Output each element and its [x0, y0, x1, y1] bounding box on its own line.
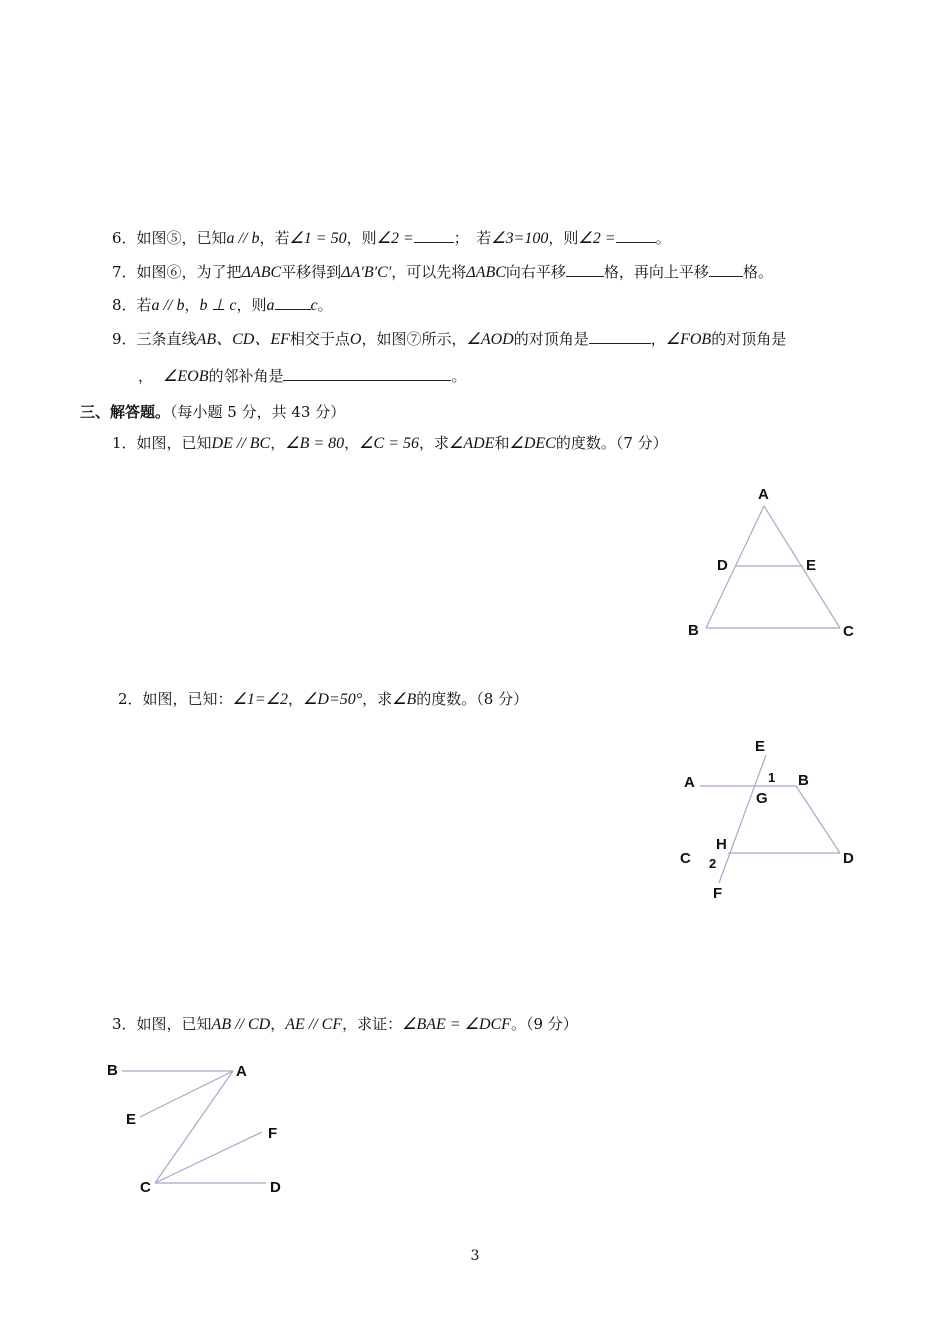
label-g: G	[756, 790, 768, 807]
label-b: B	[107, 1062, 118, 1079]
q7-text: ，可以先将	[391, 263, 467, 281]
q9-text: 相交于点	[289, 330, 350, 348]
q8-text: ，	[184, 296, 200, 314]
label-a: A	[684, 774, 695, 791]
p1-condition3: ∠C = 56	[359, 435, 419, 452]
q7-triangle-prime: ΔA′B′C′	[341, 264, 392, 281]
q9-text: ，	[650, 330, 666, 348]
label-h: H	[716, 836, 727, 853]
label-e: E	[755, 738, 766, 755]
label-e: E	[126, 1111, 137, 1128]
q6-text: ，若	[259, 229, 290, 247]
q6-angle2b: ∠2 =	[578, 230, 616, 247]
section-points: （每小题 5 分，共 43 分）	[170, 403, 346, 421]
q7-text: 平移得到	[281, 263, 342, 281]
p3-condition2: AE // CF	[285, 1016, 343, 1033]
page-number: 3	[470, 1248, 480, 1264]
q7-number: 7．如图⑥，为了把	[112, 263, 242, 281]
label-b: B	[688, 622, 699, 639]
label-e: E	[806, 557, 817, 574]
p3-condition1: AB // CD	[211, 1016, 271, 1033]
label-c: C	[843, 623, 854, 640]
p1-text: ，求	[418, 434, 449, 452]
segment-cf	[155, 1132, 262, 1183]
q7-text: 格。	[742, 263, 773, 281]
p2-condition2: ∠D=50°	[303, 691, 363, 708]
q8-line-a: a	[266, 297, 275, 314]
label-f: F	[713, 885, 723, 902]
q6-angle2: ∠2 =	[376, 230, 414, 247]
p1-number: 1．如图，已知	[112, 434, 212, 452]
label-a: A	[236, 1063, 247, 1080]
q9-point-o: O	[349, 331, 362, 348]
label-c: C	[140, 1179, 151, 1196]
p1-text: ，	[270, 434, 286, 452]
q6-end: 。	[655, 229, 671, 247]
label-a: A	[758, 486, 769, 503]
label-b: B	[798, 772, 809, 789]
p3-text: ，求证：	[342, 1015, 403, 1033]
label-angle-2: 2	[709, 856, 717, 871]
q9-lines: AB、CD、EF	[196, 331, 290, 348]
label-d: D	[717, 557, 728, 574]
p1-angle-ade: ∠ADE	[449, 435, 495, 452]
p3-text: 。（9 分）	[510, 1015, 578, 1033]
p1-angle-dec: ∠DEC	[509, 435, 556, 452]
q6-angle1: ∠1 = 50	[289, 230, 347, 247]
q9-angle-fob: ∠FOB	[665, 331, 712, 348]
segment-ac	[155, 1071, 233, 1183]
p1-condition1: DE // BC	[211, 435, 271, 452]
q8-condition1: a // b	[151, 297, 185, 314]
label-c: C	[680, 850, 691, 867]
q7-text: 格，再向上平移	[603, 263, 709, 281]
q7-text: 向右平移	[505, 263, 566, 281]
q6-condition: a // b	[226, 230, 260, 247]
q9-angle-aod: ∠AOD	[466, 331, 514, 348]
p2-condition1: ∠1=∠2	[232, 691, 289, 708]
q9-text: 的对顶角是	[711, 330, 787, 348]
q8-end: 。	[317, 296, 333, 314]
p1-condition2: ∠B = 80	[285, 435, 345, 452]
q6-text: ； 若	[453, 229, 492, 247]
q6-angle3: ∠3=100	[491, 230, 549, 247]
q9-text: ，如图⑦所示，	[361, 330, 467, 348]
q8-condition2: b ⊥ c	[199, 297, 237, 314]
label-angle-1: 1	[768, 770, 776, 785]
section-title: 三、解答题。	[80, 403, 171, 421]
q9-text: ，	[138, 367, 154, 385]
p1-text: 的度数。（7 分）	[555, 434, 668, 452]
p3-number: 3．如图，已知	[112, 1015, 212, 1033]
p2-text: ，求	[362, 690, 393, 708]
q9-text: 的对顶角是	[513, 330, 589, 348]
p2-number: 2．如图，已知：	[118, 690, 233, 708]
q7-triangle: ΔABC	[466, 264, 506, 281]
q6-text: ，则	[346, 229, 377, 247]
q9-end: 。	[451, 367, 467, 385]
q6-text: ，则	[548, 229, 579, 247]
q6-number: 6．如图⑤，已知	[112, 229, 227, 247]
label-d: D	[843, 850, 854, 867]
p1-text: ，	[344, 434, 360, 452]
q8-number: 8．若	[112, 296, 152, 314]
p1-text: 和	[494, 434, 510, 452]
p3-goal: ∠BAE = ∠DCF	[402, 1016, 511, 1033]
q9-angle-eob: ∠EOB	[163, 368, 209, 385]
p2-text: ，	[288, 690, 304, 708]
label-d: D	[270, 1179, 281, 1196]
p2-angle-b: ∠B	[392, 691, 417, 708]
q8-line-c: c	[310, 297, 318, 314]
p2-text: 的度数。（8 分）	[416, 690, 529, 708]
label-f: F	[268, 1125, 278, 1142]
q9-number: 9．三条直线	[112, 330, 197, 348]
q7-triangle: ΔABC	[241, 264, 282, 281]
q9-text: 的邻补角是	[208, 367, 284, 385]
segment-ae	[140, 1071, 233, 1117]
q8-text: ，则	[236, 296, 267, 314]
p3-text: ，	[270, 1015, 286, 1033]
